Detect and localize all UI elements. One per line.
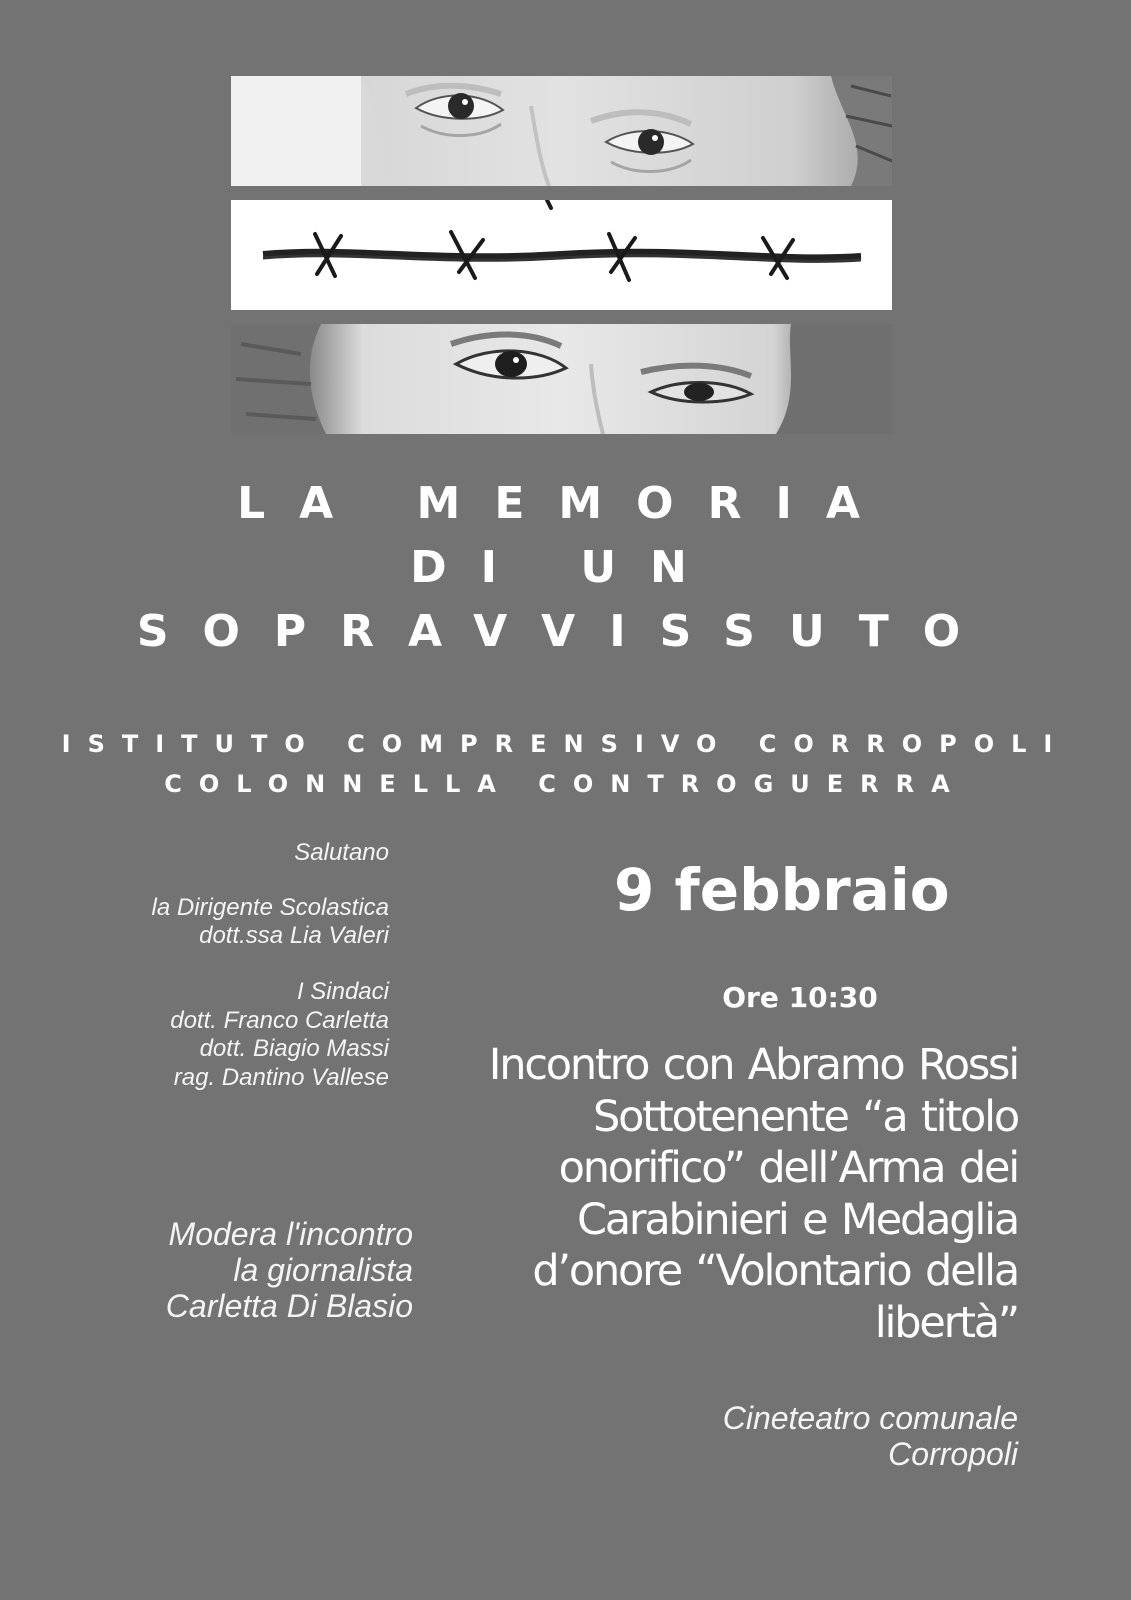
barbed-wire-icon — [231, 200, 892, 310]
description-line: libertà” — [874, 1297, 1018, 1348]
moderator-block — [166, 1216, 413, 1324]
venue-name: Cineteatro comunale — [722, 1400, 1018, 1436]
moderator-role: la giornalista — [233, 1252, 413, 1288]
description-line: Incontro con Abramo Rossi — [488, 1040, 1018, 1090]
description-line: d’onore “Volontario della — [532, 1246, 1018, 1296]
elderly-man-eyes-photo — [231, 76, 892, 186]
event-description — [438, 1040, 1018, 1349]
school-name-line-2: COLONNELLA CONTROGUERRA — [164, 770, 967, 798]
sindaco-name: rag. Dantino Vallese — [173, 1063, 389, 1091]
greetings-label: Salutano — [294, 839, 389, 866]
moderator-label: Modera l'incontro — [168, 1216, 413, 1252]
event-time: Ore 10:30 — [722, 981, 878, 1014]
event-venue — [723, 1400, 1018, 1472]
description-line: Carabinieri e Medaglia — [576, 1194, 1018, 1245]
title-line-1: LA MEMORIA — [237, 478, 894, 529]
event-date: 9 febbraio — [614, 856, 950, 924]
dirigente-role: la Dirigente Scolastica — [151, 894, 389, 921]
sindaco-name: dott. Franco Carletta — [170, 1006, 389, 1034]
title-line-3: SOPRAVVISSUTO — [136, 606, 995, 657]
sindaco-name: dott. Biagio Massi — [199, 1035, 389, 1062]
school-name-line-1: ISTITUTO COMPRENSIVO CORROPOLI — [61, 730, 1070, 758]
moderator-name: Carletta Di Blasio — [165, 1288, 413, 1324]
dirigente-block — [152, 894, 389, 950]
dirigente-name: dott.ssa Lia Valeri — [199, 922, 389, 949]
description-line: onorifico” dell’Arma dei — [558, 1143, 1018, 1193]
venue-town: Corropoli — [888, 1436, 1018, 1472]
description-line: Sottotenente “a titolo — [592, 1091, 1018, 1142]
title-line-2: DI UN — [410, 542, 721, 593]
young-person-eyes-photo — [231, 324, 892, 434]
sindaci-label: I Sindaci — [296, 978, 389, 1005]
sindaci-block — [170, 978, 389, 1092]
